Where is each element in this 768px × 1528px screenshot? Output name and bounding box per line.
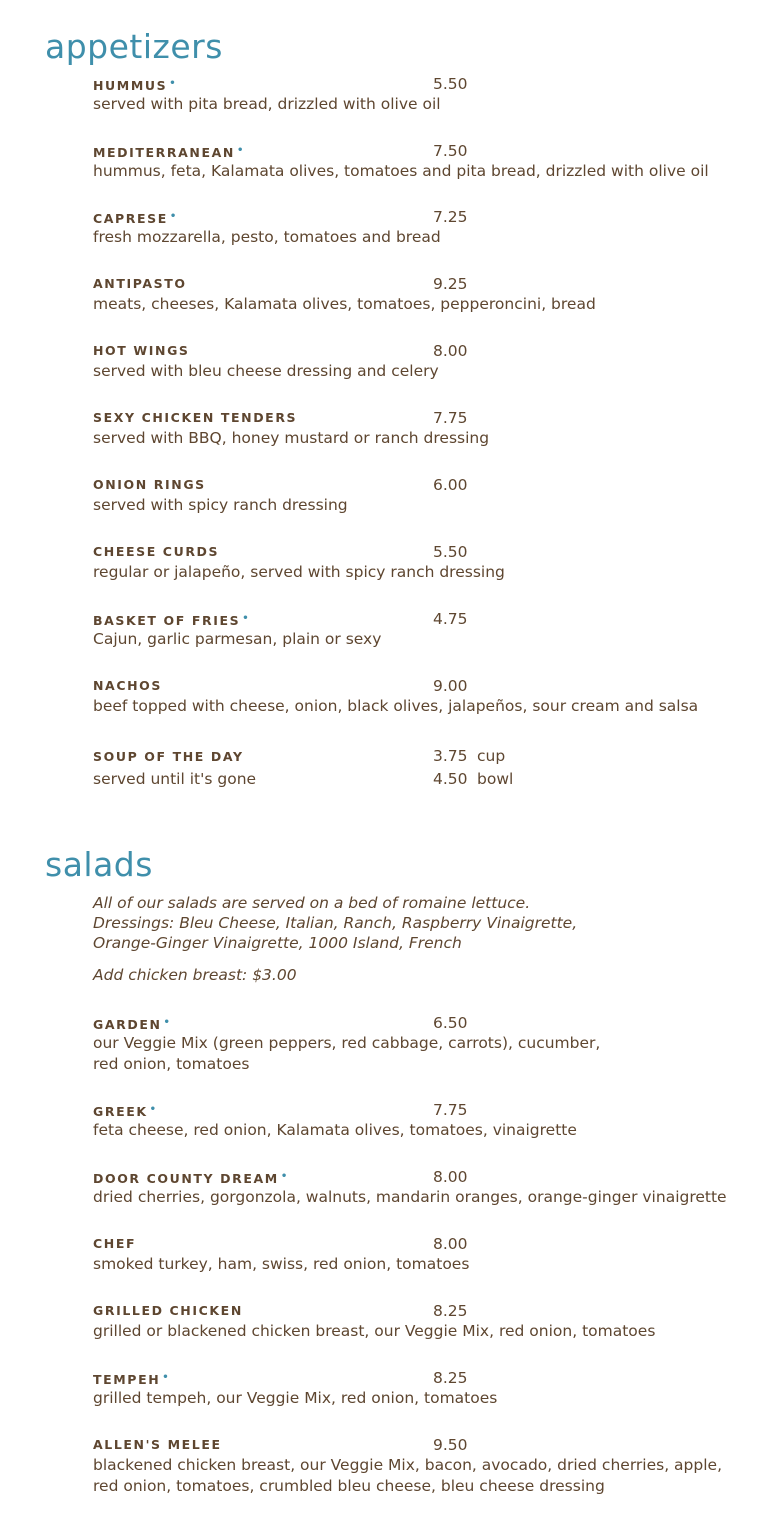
menu-item-garden (93, 1013, 753, 1075)
item-description: served with spicy ranch dressing (93, 496, 348, 514)
item-description: red onion, tomatoes, crumbled bleu cheese, bleu cheese dressing (93, 1477, 605, 1495)
item-price: 6.00 (433, 476, 468, 494)
salads-intro-line: All of our salads are served on a bed of romaine lettuce. (93, 894, 531, 912)
item-description: beef topped with cheese, onion, black olives, jalapeños, sour cream and salsa (93, 697, 699, 715)
star-icon: • (169, 211, 178, 222)
menu-item-hot-wings (93, 341, 753, 382)
menu-item-grilled-chicken (93, 1301, 753, 1342)
item-description: served with BBQ, honey mustard or ranch dressing (93, 429, 490, 447)
item-name: ONION RINGS (93, 477, 206, 492)
item-description: dried cherries, gorgonzola, walnuts, mandarin oranges, orange-ginger vinaigrette (93, 1188, 727, 1206)
item-description: blackened chicken breast, our Veggie Mix, bacon, avocado, dried cherries, apple, (93, 1456, 723, 1474)
item-name: CHEESE CURDS (93, 544, 220, 559)
menu-item-greek (93, 1100, 753, 1141)
item-name: GARDEN (93, 1017, 162, 1032)
item-description: feta cheese, red onion, Kalamata olives, tomatoes, vinaigrette (93, 1121, 577, 1139)
item-description: regular or jalapeño, served with spicy ranch dressing (93, 563, 505, 581)
menu-item-cheese-curds (93, 542, 753, 583)
item-description: grilled tempeh, our Veggie Mix, red onion, tomatoes (93, 1389, 498, 1407)
star-icon: • (236, 145, 245, 156)
item-name: CAPRESE (93, 211, 168, 226)
item-price: 5.50 (433, 75, 468, 93)
item-description: served until it's gone (93, 770, 257, 788)
item-price: 4.75 (433, 610, 468, 628)
star-icon: • (162, 1372, 171, 1383)
item-price: 8.25 (433, 1302, 468, 1320)
item-price: 6.50 (433, 1014, 468, 1032)
salads-intro (93, 893, 733, 953)
menu-item-door-county-dream (93, 1167, 753, 1208)
item-price: 7.25 (433, 208, 468, 226)
item-name: ANTIPASTO (93, 276, 187, 291)
menu-item-allens-melee (93, 1435, 753, 1497)
item-description: fresh mozzarella, pesto, tomatoes and bread (93, 228, 441, 246)
item-description: grilled or blackened chicken breast, our Veggie Mix, red onion, tomatoes (93, 1322, 656, 1340)
menu-item-sexy-chicken-tenders (93, 408, 753, 449)
item-description: served with pita bread, drizzled with olive oil (93, 95, 441, 113)
item-name: GREEK (93, 1104, 148, 1119)
soup-cup-label: cup (477, 747, 506, 765)
star-icon: • (280, 1171, 289, 1182)
item-description: our Veggie Mix (green peppers, red cabbage, carrots), cucumber, (93, 1034, 601, 1052)
menu-item-onion-rings (93, 475, 753, 516)
item-name: HUMMUS (93, 78, 168, 93)
menu-item-antipasto (93, 274, 753, 315)
star-icon: • (242, 613, 251, 624)
item-price: 5.50 (433, 543, 468, 561)
menu-item-hummus (93, 74, 753, 115)
salads-intro-line: Orange-Ginger Vinaigrette, 1000 Island, French (93, 934, 462, 952)
item-description: red onion, tomatoes (93, 1055, 250, 1073)
item-price: 8.00 (433, 342, 468, 360)
appetizers-heading: appetizers (45, 27, 223, 66)
menu-item-caprese (93, 207, 753, 248)
soup-bowl-label: bowl (477, 770, 514, 788)
star-icon: • (149, 1104, 158, 1115)
item-name: CHEF (93, 1236, 137, 1251)
item-name: NACHOS (93, 678, 162, 693)
salads-addon-note: Add chicken breast: $3.00 (93, 966, 297, 984)
item-name: SEXY CHICKEN TENDERS (93, 410, 298, 425)
menu-item-basket-of-fries (93, 609, 753, 650)
item-name: BASKET OF FRIES (93, 613, 241, 628)
item-description: served with bleu cheese dressing and celery (93, 362, 439, 380)
item-name: HOT WINGS (93, 343, 190, 358)
soup-bowl-price: 4.50 (433, 770, 468, 788)
star-icon: • (163, 1017, 172, 1028)
item-price: 9.25 (433, 275, 468, 293)
item-name: MEDITERRANEAN (93, 145, 235, 160)
item-price: 8.00 (433, 1168, 468, 1186)
item-description: hummus, feta, Kalamata olives, tomatoes and pita bread, drizzled with olive oil (93, 162, 709, 180)
item-price: 8.00 (433, 1235, 468, 1253)
menu-item-nachos (93, 676, 753, 717)
item-name: DOOR COUNTY DREAM (93, 1171, 279, 1186)
menu-item-chef (93, 1234, 753, 1275)
item-price: 7.75 (433, 1101, 468, 1119)
menu-item-tempeh (93, 1368, 753, 1409)
item-price: 8.25 (433, 1369, 468, 1387)
item-description: Cajun, garlic parmesan, plain or sexy (93, 630, 382, 648)
item-name: SOUP OF THE DAY (93, 749, 244, 764)
item-price: 9.50 (433, 1436, 468, 1454)
item-name: ALLEN'S MELEE (93, 1437, 222, 1452)
item-description: smoked turkey, ham, swiss, red onion, tomatoes (93, 1255, 470, 1273)
menu-item-soup-of-the-day (93, 745, 753, 791)
soup-cup-price: 3.75 (433, 747, 468, 765)
item-name: TEMPEH (93, 1372, 161, 1387)
menu-item-mediterranean (93, 141, 753, 182)
item-price: 7.50 (433, 142, 468, 160)
item-description: meats, cheeses, Kalamata olives, tomatoes, pepperoncini, bread (93, 295, 596, 313)
item-price: 9.00 (433, 677, 468, 695)
item-name: GRILLED CHICKEN (93, 1303, 243, 1318)
item-price: 7.75 (433, 409, 468, 427)
star-icon: • (169, 78, 178, 89)
salads-heading: salads (45, 845, 153, 884)
salads-intro-line: Dressings: Bleu Cheese, Italian, Ranch, Raspberry Vinaigrette, (93, 914, 578, 932)
